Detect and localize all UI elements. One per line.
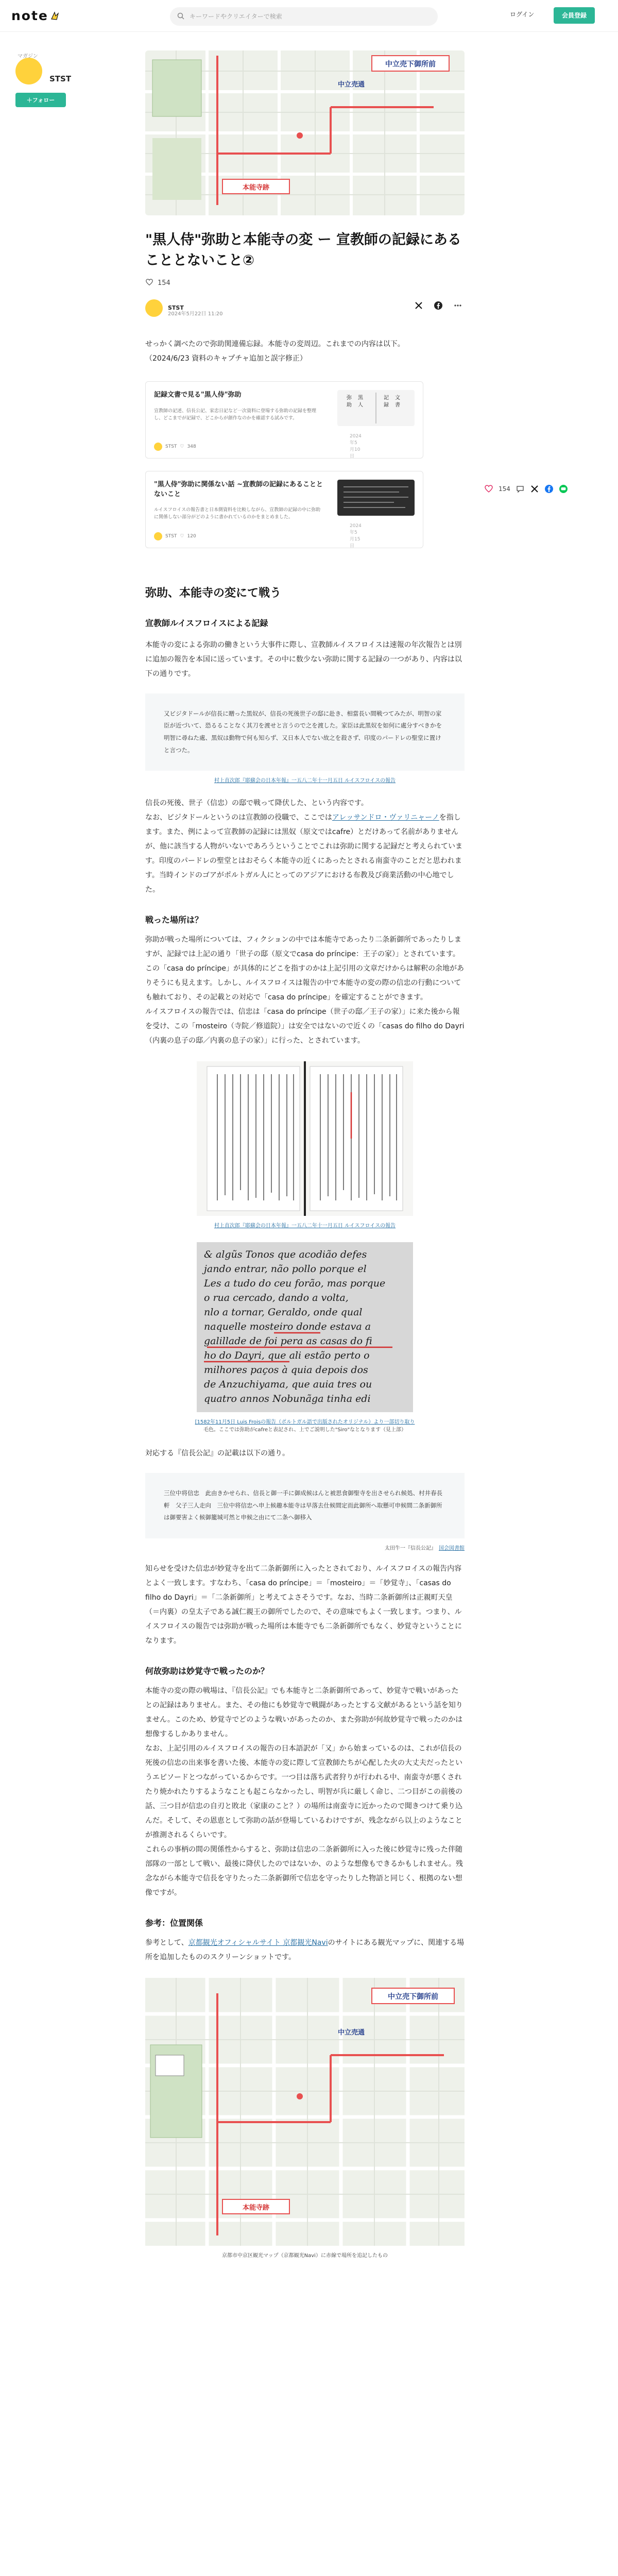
like-count: 154 [158, 279, 170, 287]
text-span: のサイトにある観光マップに、関連する場所を追加したもののスクリーンショットです。 [145, 1938, 465, 1961]
paragraph: 信長の死後、世子（信忠）の邸で戦って降伏した、という内容です。 [145, 799, 368, 808]
card-footer [154, 523, 362, 549]
quote2-source-text: 太田牛一『信長公記』 [385, 1545, 434, 1551]
svg-text:jando entrar, não pollo porque: jando entrar, não pollo porque el [204, 1263, 367, 1275]
card-author: STST [165, 444, 177, 449]
svg-text:o rua cercado, dando a volta,: o rua cercado, dando a volta, [204, 1292, 349, 1304]
quote-source [145, 776, 465, 784]
subheading-map: 参考：位置関係 [145, 1918, 203, 1928]
search-input[interactable] [190, 13, 438, 20]
card-author: STST [165, 533, 177, 539]
portuguese-scan-caption-link[interactable]: [1582年11月5日 Luis Froisの報告（ポルトガル語で出版されたオリジナル）より一部切り取り [195, 1419, 415, 1426]
x-share-icon[interactable] [414, 301, 425, 312]
paragraph: 本能寺の変の際の戦場は、『信長公記』でも本能寺と二条新御所であって、妙覚寺で戦いがあったとの記録はありません。また、その他にも妙覚寺で戦闘があったとする文献があるという話を知りません。このため、妙覚寺でどのような戦いがあったのか、また弥助が何故妙覚寺で戦ったのかは想像するしかありません。 [145, 1686, 463, 1738]
facebook-share-icon[interactable] [434, 301, 445, 312]
card-footer [154, 434, 362, 460]
hero-label-station: 中立売下御所前 [385, 60, 436, 69]
svg-text:録: 録 [384, 402, 389, 408]
quote-source-link[interactable]: 村上直次郎『耶蘇会の日本年報』一五八二年十一月五日 ルイスフロイスの報告 [214, 778, 396, 784]
search-box[interactable] [170, 7, 438, 26]
paragraph: ルイスフロイスの報告では、信忠は「casa do príncipe（世子の邸／王子の家）」に来た後から報を受け、この「mosteiro（寺院／修道院）」は安全ではないので近くの「casas do filho do Dayri（内裏の息子の邸／内裏の息子の家）」に行った、とされています。 [145, 1008, 465, 1045]
comment-icon[interactable] [516, 484, 525, 494]
svg-text:人: 人 [358, 402, 363, 408]
facebook-share-icon[interactable] [544, 484, 554, 494]
svg-text:ho do Dayri, que ali estão per: ho do Dayri, que ali estão perto o [204, 1350, 370, 1362]
author-row [145, 297, 465, 319]
signup-button[interactable]: 会員登録 [554, 7, 595, 24]
follow-button[interactable] [15, 93, 66, 107]
floating-action-bar [484, 484, 568, 494]
kyoto-map-image [145, 1978, 465, 2246]
map-label-street: 中立売通 [337, 2028, 365, 2037]
blockquote-frois [145, 693, 465, 771]
paragraph: これらの事柄の間の関係性からすると、弥助は信忠の二条新御所に入った後に妙覚寺に残った伴随部隊の一部として戦い、最後に降伏したのではないか、のような想像もできるかもしれません。残念ながら本能寺で信長を守りたった二条新御所で信忠を守ったりした物語と同じく、根拠のない想像ですが。 [145, 1845, 463, 1897]
card-title: "黒人侍"弥助に関係ない話 ~宣教師の記録にあることとないこと [154, 480, 323, 499]
valignano-link[interactable]: アレッサンドロ・ヴァリニャーノ [332, 814, 439, 822]
card-author-avatar [154, 532, 162, 540]
card-author-avatar [154, 443, 162, 451]
quote-text: 三位中将信忠 此由きかせられ、信長と御一手に御成候はんと被思食御聖寺を出させられ候処、村井春長軒 父子三人走向 三位中将信忠へ申上候趣本能寺は早落去仕候間定而此御所へ取懸可申候間二条新御所は御要害よく候御籠城可然と申候之由にて二条へ御移入 [164, 1489, 443, 1521]
card-thumbnail [337, 480, 415, 516]
article-title: "黒人侍"弥助と本能寺の変 ー 宣教師の記録にあることとないこと② [145, 232, 461, 268]
share-actions [414, 301, 465, 312]
svg-text:de Anzuchiyama, que auia tres: de Anzuchiyama, que auia tres ou [204, 1379, 372, 1391]
paragraph: 弥助が戦った場所については、フィクションの中では本能寺であったり二条新御所であったりしますが、記録では上記の通り「世子の邸（原文でcasa do príncipe：王子の家）」とされています。 [145, 936, 462, 959]
top-header [0, 0, 618, 32]
sidebar-label: マガジン [18, 54, 38, 59]
article-column [145, 50, 465, 2259]
section-heading: 弥助、本能寺の変にて戦う [145, 586, 282, 600]
map-label-honnoji: 本能寺跡 [242, 2204, 270, 2212]
author-name[interactable]: STST [168, 304, 184, 312]
update-note: （2024/6/23 資料のキャプチャ追加と誤字修正） [145, 354, 307, 363]
svg-text:弥: 弥 [347, 395, 352, 401]
subheading-why: 何故弥助は妙覚寺で戦ったのか？ [145, 1666, 269, 1676]
hero-image [145, 50, 465, 215]
portuguese-scan-caption-note: 毛色。ここでは弥助がcafreと表記され、上でご説明した"Siro"なとなります（見上部） [203, 1427, 407, 1433]
card-description: 宣教師の記述、信長公記、家忠日記など一次資料に登場する弥助の記録を整理し、どこまでが記録で、どこからが創作なのかを確認する試みです。 [154, 408, 317, 421]
float-like-count: 154 [499, 485, 510, 493]
portuguese-scan-image [197, 1242, 413, 1412]
creator-avatar[interactable] [15, 58, 42, 84]
line-share-icon[interactable] [559, 484, 568, 494]
svg-text:naquelle mosteiro donde estava: naquelle mosteiro donde estava a [204, 1321, 371, 1333]
logo-text: note [11, 8, 48, 23]
card-date: 2024年5月10日 [350, 434, 362, 460]
intro-text: せっかく調べたので弥助関連備忘録。本能寺の変周辺。これまでの内容は以下。 [145, 340, 405, 348]
subheading-location: 戦った場所は？ [145, 915, 203, 925]
hero-map-svg [145, 50, 465, 215]
heart-icon[interactable] [484, 484, 493, 494]
card-heart-icon: ♡ [180, 444, 184, 449]
book-scan-image [197, 1061, 413, 1216]
search-icon [177, 12, 184, 22]
paragraph: なお、上記引用のルイスフロイスの報告の日本語訳が「又」から始まっているのは、これが信長の死後の信忠の出来事を書いた後、本能寺の変に際して宣教師たちが心配した火の大丈夫だったというエピソードとつながっているからです。一つ目は落ち武者狩りが行われる中、南蛮寺が悪くされたり焼かれたりするようなことも起こらなかったし、明智が兵に厳しく命じ、二つ目がこの前後の話、三つ目が信忠の自刃と敗北（家康のこと？）の場所は南蛮寺に近かったので聞きつけて乗り込んだ。そして、その恩恵として弥助の話が登場しているわけですが、残念ながら以上のようなことが推測されるくらいです。 [145, 1744, 462, 1839]
more-options-icon[interactable] [453, 301, 465, 312]
creator-sidebar [15, 52, 93, 107]
map-label-station: 中立売下御所前 [388, 1992, 438, 2001]
hero-label-honnoji: 本能寺跡 [242, 184, 270, 192]
like-heart-icon[interactable] [145, 278, 153, 289]
follow-label: フォロー [32, 97, 55, 104]
x-share-icon[interactable] [530, 484, 539, 494]
note-logo[interactable] [11, 8, 59, 23]
paragraph-with-link [145, 1936, 465, 1964]
text-span: を指します。また、例によって宣教師の記録には黒奴（原文ではcafre）とだけあって名前がありませんが、他に該当する人物がいないであろうということでこれは弥助に関する記録だと考えられています。印度のパードレの聖堂とはおそらく本能寺の近くにあったとされる南蛮寺のことだと思われます。当時インドのゴアがポルトガル人にとってのアジアにおける布教及び商業活動の中心地でした。 [145, 814, 462, 894]
svg-text:galillade de foi pera as casas: galillade de foi pera as casas do fi [204, 1335, 372, 1347]
svg-text:quatro annos Nobunãga tinha ed: quatro annos Nobunãga tinha edi [204, 1393, 371, 1405]
svg-text:黒: 黒 [358, 395, 363, 401]
card-description: ルイスフロイスの報告書と日本側資料を比較しながら、宣教師の記録の中に弥助に関係しない部分がどのように書かれているのかをまとめました。 [154, 507, 321, 520]
card-title: 記録文書で見る"黒人侍"弥助 [154, 391, 242, 399]
paragraph: 知らせを受けた信忠が妙覚寺を出て二条新御所に入ったとされており、ルイスフロイスの報告内容とよく一致します。すなわち、「casa do príncipe」＝「mosteiro」＝「妙覚寺」、「casas do filho do Dayri」＝「二条新御所」と考えてよさそうです。なお、当時二条新御所は正親町天皇（＝内裏）の皇太子である誠仁親王の御所でしたので、その意味でもよく一致します。つまり、ルイスフロイスの報告では弥助が戦った場所は本能寺でも二条新御所でもなく、妙覚寺ということになります。 [145, 1564, 462, 1645]
text-span: 参考として、 [145, 1938, 188, 1947]
blockquote-shinchokoki [145, 1473, 465, 1538]
card-heart-icon: ♡ [180, 533, 184, 539]
related-card-1[interactable] [145, 381, 423, 459]
kyoto-navi-link[interactable]: 京都観光オフィシャルサイト 京都観光Navi [188, 1938, 328, 1947]
subheading-frois: 宣教師ルイスフロイスによる記録 [145, 618, 268, 628]
portuguese-scan-caption [145, 1417, 465, 1433]
post-date: 2024年5月22日 11:20 [168, 311, 223, 317]
book-scan-caption-link[interactable]: 村上直次郎『耶蘇会の日本年報』一五八二年十一月五日 ルイスフロイスの報告 [214, 1223, 396, 1229]
svg-text:助: 助 [347, 402, 352, 408]
related-card-2[interactable] [145, 471, 423, 548]
svg-text:nlo a tornar, Geraldo, onde qu: nlo a tornar, Geraldo, onde qual [204, 1307, 363, 1318]
svg-text:Les a tudo do ceu forão, mas p: Les a tudo do ceu forão, mas porque [204, 1278, 386, 1290]
svg-text:記: 記 [384, 395, 389, 401]
like-row [145, 278, 465, 289]
paragraph: 本能寺の変による弥助の働きという大事件に際し、宣教師ルイスフロイスは速報の年次報告とは別に追加の報告を本国に送っています。その中に数少ない弥助に関する記録の一つがあり、内容は以下の通りです。 [145, 640, 462, 678]
map-caption-text: 京都市中京区観光マップ（京都観光Navi）に赤線で場所を追記したもの [222, 2252, 388, 2259]
login-link[interactable]: ログイン [510, 11, 535, 18]
paragraph-with-link [145, 810, 465, 897]
svg-text:文: 文 [395, 395, 400, 401]
card-likes: 348 [187, 444, 196, 449]
quote-text: 又ビジタドールが信長に贈った黒奴が、信長の死後世子の邸に赴き、相當長い間戦つてみたが、明智の家臣が近づいて、恐るることなく其刀を渡せと言うので之を渡した。家臣は此黒奴を如何に處分すべきかを明智に尋ねた處、黒奴は動物で何も知らず、又日本人でない故之を殺さず、印度のパードレの聖堂に置けと言つた。 [164, 709, 442, 754]
ndl-link[interactable]: 国会図書館 [439, 1545, 465, 1551]
quote2-source [145, 1544, 465, 1551]
svg-text:& algũs Tonos que acodião defe: & algũs Tonos que acodião defes [204, 1249, 367, 1261]
card-date: 2024年5月15日 [350, 523, 362, 549]
map-caption [145, 2251, 465, 2259]
svg-text:milhores paços à quia depois d: milhores paços à quia depois dos [204, 1364, 368, 1376]
card-likes: 120 [187, 533, 196, 539]
creator-name[interactable]: STST [49, 74, 72, 83]
text-span: なお、ビジタドールというのは宣教師の役職で、ここでは [145, 814, 332, 822]
follow-plus-icon: ＋ [26, 97, 32, 104]
author-avatar[interactable] [145, 299, 163, 317]
svg-text:書: 書 [395, 402, 400, 408]
paragraph: この「casa do príncipe」が具体的にどこを指すのかは上記引用の文章だけからは解釈の余地がありそうにも見えます。しかし、ルイスフロイスは報告の中で本能寺の変の際の信忠の行動についても触れており、その記載との対応で「casa do príncipe」を確定することができます。 [145, 964, 464, 1002]
book-scan-caption [145, 1221, 465, 1229]
article-body [145, 337, 465, 2259]
paragraph: 対応する『信長公記』の記載は以下の通り。 [145, 1449, 289, 1458]
hero-label-street: 中立売通 [337, 81, 365, 89]
logo-spark-icon [50, 9, 59, 18]
card-thumbnail [337, 390, 415, 426]
